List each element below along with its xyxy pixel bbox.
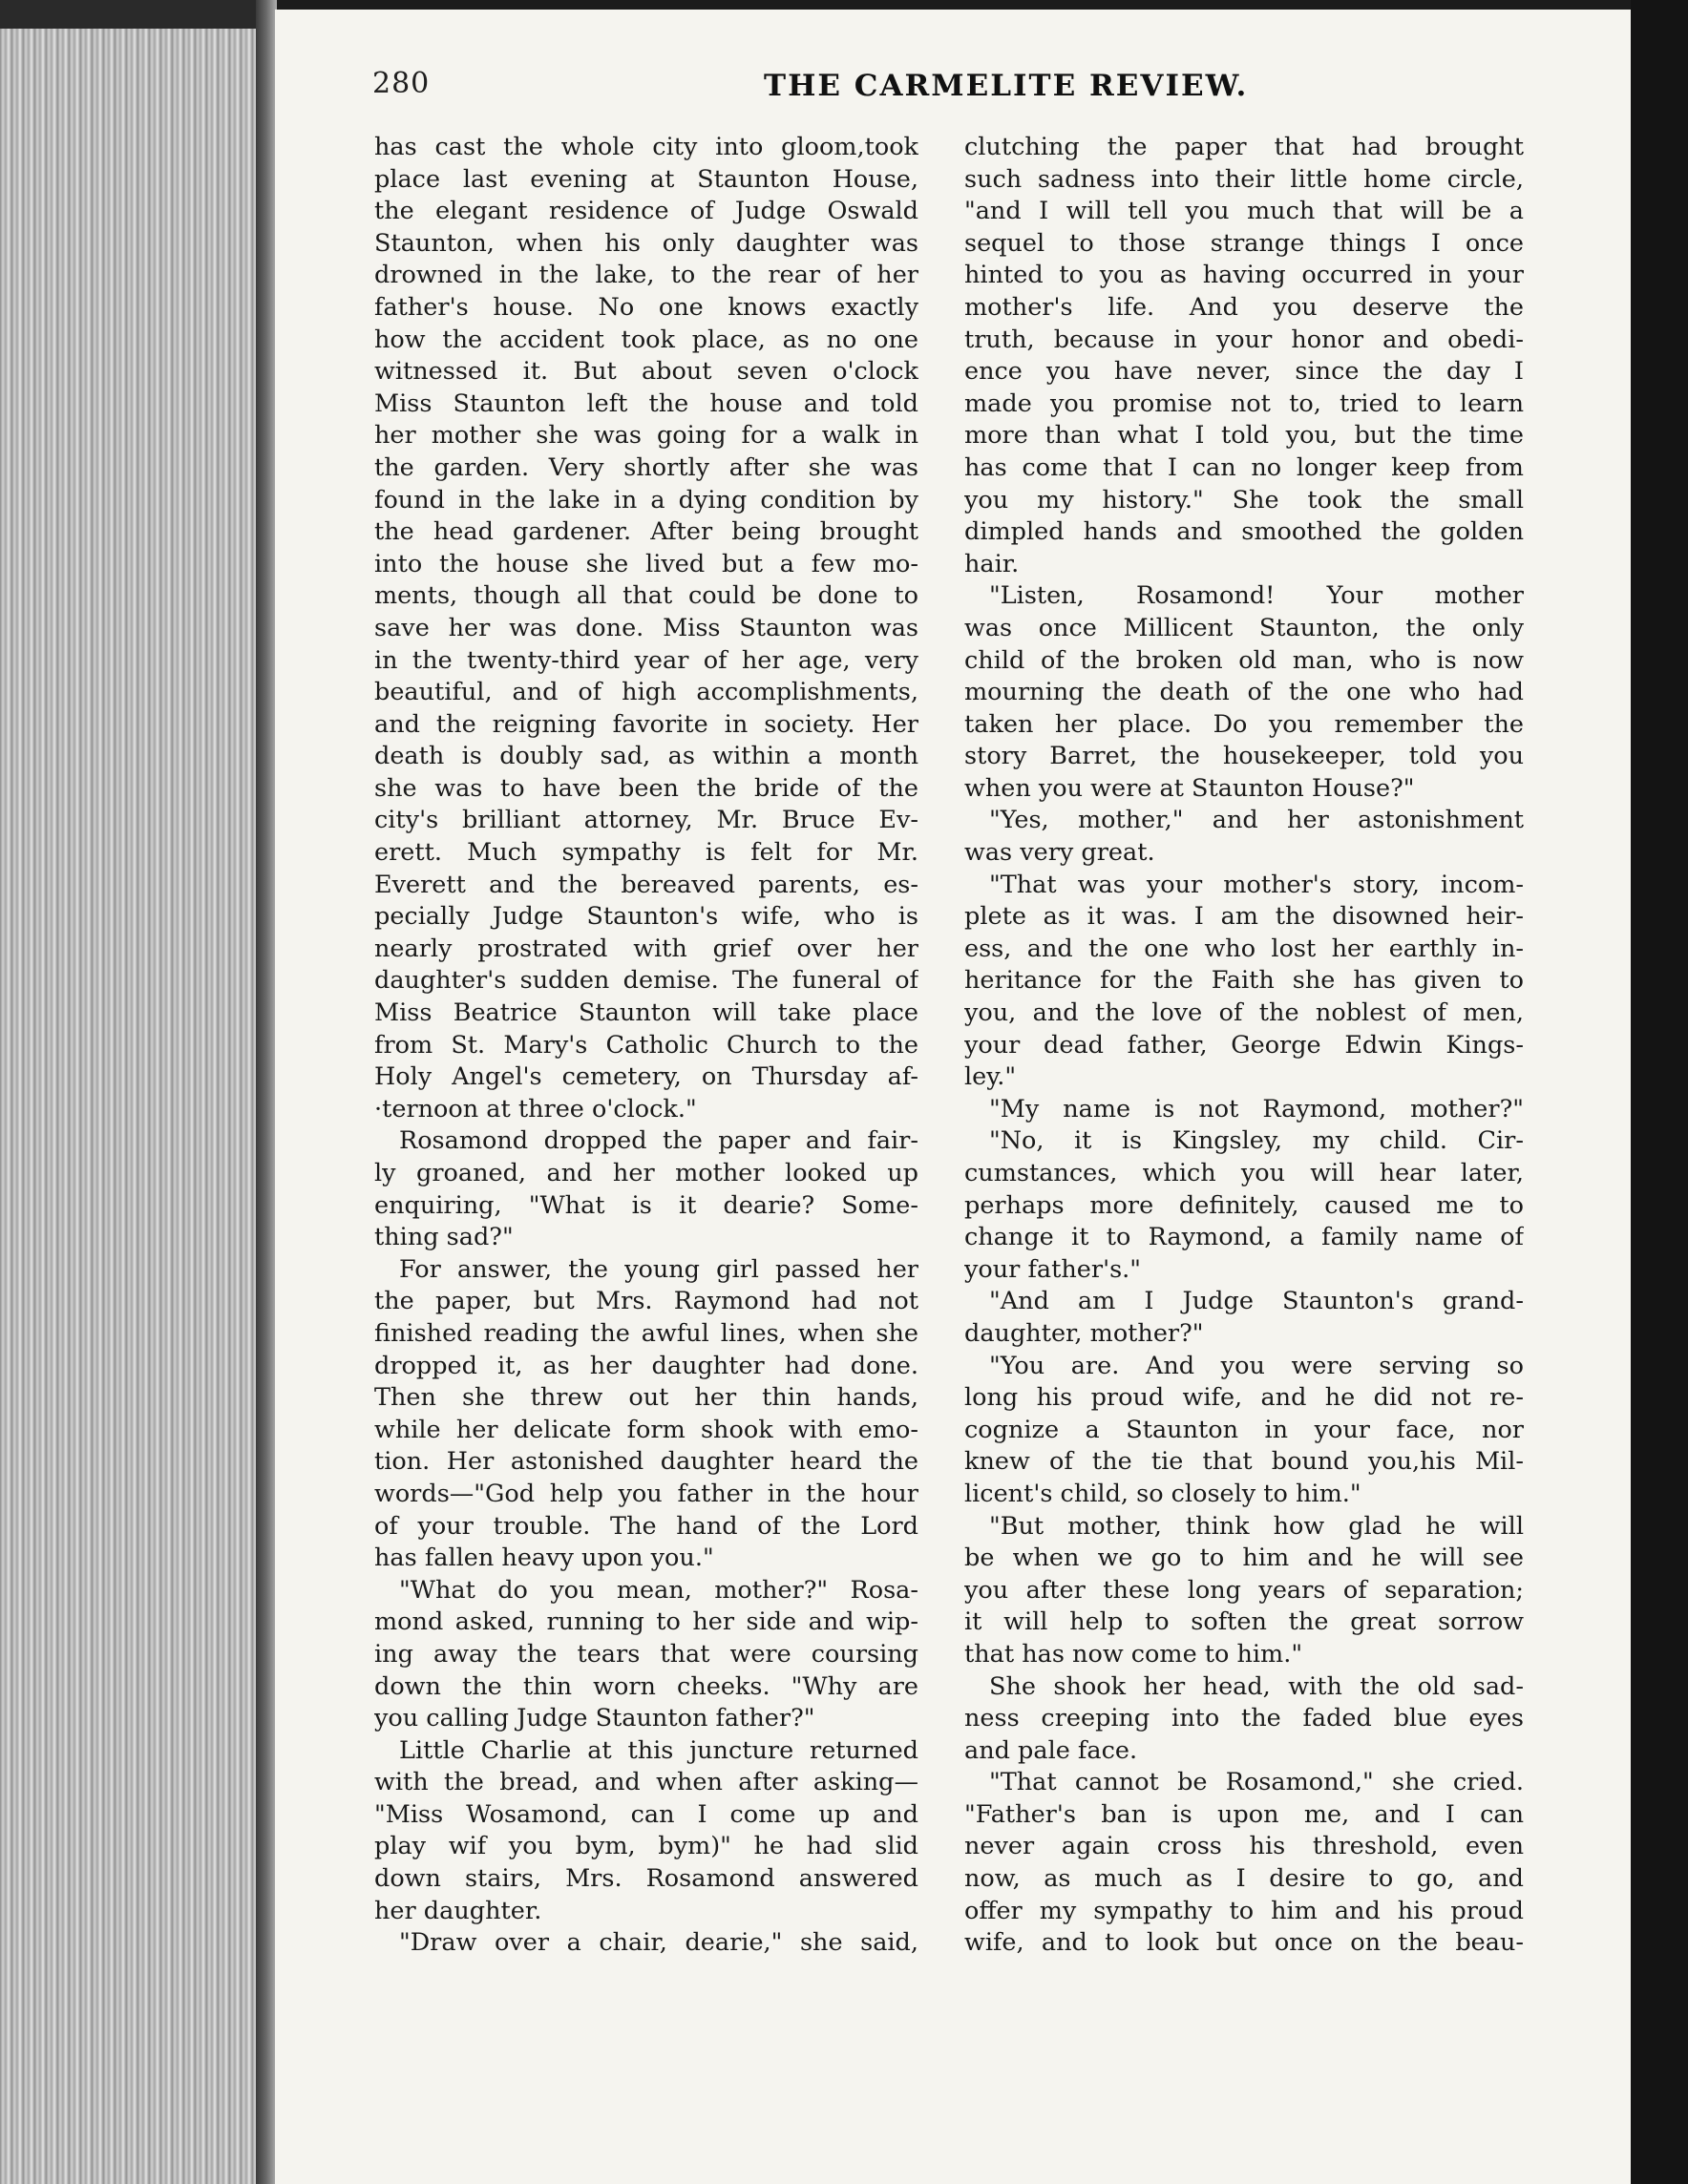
text-line: Staunton, when his only daughter was — [374, 228, 918, 258]
text-line: down the thin worn cheeks. "Why are — [374, 1671, 918, 1701]
text-line: ly groaned, and her mother looked up — [374, 1159, 918, 1187]
text-line: child of the broken old man, who is now — [964, 645, 1524, 675]
text-line: story Barret, the housekeeper, told you — [964, 742, 1524, 771]
text-line: ness creeping into the faded blue eyes — [964, 1704, 1524, 1733]
facing-page-edge — [1631, 0, 1688, 2184]
book-page-edges — [0, 0, 272, 2184]
text-line: enquiring, "What is it dearie? Some- — [374, 1190, 918, 1220]
text-line: beautiful, and of high accomplishments, — [374, 678, 918, 707]
text-line: cumstances, which you will hear later, — [964, 1159, 1524, 1187]
text-line: "That cannot be Rosamond," she cried. — [989, 1768, 1524, 1797]
text-line: you, and the love of the noblest of men, — [964, 998, 1524, 1028]
text-line: nearly prostrated with grief over her — [374, 934, 918, 963]
text-line: "But mother, think how glad he will — [989, 1511, 1524, 1541]
text-line: never again cross his threshold, even — [964, 1832, 1524, 1861]
text-line: ley." — [964, 1062, 1017, 1092]
text-column-right — [964, 132, 1524, 1960]
text-line: and pale face. — [964, 1735, 1138, 1765]
text-line: licent's child, so closely to him." — [964, 1479, 1361, 1508]
text-line: wife, and to look but once on the beau- — [964, 1928, 1524, 1958]
text-line: drowned in the lake, to the rear of her — [374, 261, 918, 290]
text-line: hair. — [964, 549, 1020, 578]
text-line: "Yes, mother," and her astonishment — [989, 806, 1524, 835]
text-line: mourning the death of the one who had — [964, 678, 1524, 707]
text-line: you after these long years of separation; — [964, 1575, 1524, 1605]
text-line: how the accident took place, as no one — [374, 325, 918, 354]
text-line: cognize a Staunton in your face, nor — [964, 1415, 1524, 1444]
text-line: offer my sympathy to him and his proud — [964, 1896, 1524, 1925]
text-line: "My name is not Raymond, mother?" — [989, 1094, 1524, 1124]
text-line: daughter, mother?" — [964, 1318, 1204, 1348]
text-line: tion. Her astonished daughter heard the — [374, 1447, 918, 1477]
text-line: heritance for the Faith she has given to — [964, 966, 1524, 996]
text-line: her daughter. — [374, 1896, 542, 1925]
text-line: "Father's ban is upon me, and I can — [964, 1799, 1524, 1829]
text-line: "No, it is Kingsley, my child. Cir- — [989, 1126, 1524, 1156]
text-line: "And am I Judge Staunton's grand- — [989, 1287, 1524, 1316]
text-line: "Listen, Rosamond! Your mother — [989, 581, 1524, 611]
text-line: ing away the tears that were coursing — [374, 1639, 918, 1669]
text-line: "That was your mother's story, incom- — [989, 870, 1524, 899]
text-line: daughter's sudden demise. The funeral of — [374, 966, 918, 996]
text-line: death is doubly sad, as within a month — [374, 742, 918, 771]
page-number: 280 — [372, 67, 431, 100]
text-line: Little Charlie at this juncture returned — [399, 1735, 918, 1765]
text-line: down stairs, Mrs. Rosamond answered — [374, 1864, 918, 1894]
text-line: your dead father, George Edwin Kings- — [964, 1030, 1524, 1060]
text-line: For answer, the young girl passed her — [399, 1254, 918, 1284]
text-line: clutching the paper that had brought — [964, 133, 1524, 161]
text-line: sequel to those strange things I once — [964, 228, 1524, 258]
text-line: the paper, but Mrs. Raymond had not — [374, 1287, 918, 1316]
text-line: mother's life. And you deserve the — [964, 292, 1524, 322]
text-line: in the twenty-third year of her age, very — [374, 645, 918, 675]
text-line: taken her place. Do you remember the — [964, 709, 1524, 739]
text-line: the head gardener. After being brought — [374, 517, 918, 547]
text-line: save her was done. Miss Staunton was — [374, 613, 918, 642]
text-line: finished reading the awful lines, when she — [374, 1318, 918, 1348]
text-line: the garden. Very shortly after she was — [374, 452, 918, 482]
text-line: she was to have been the bride of the — [374, 773, 918, 803]
text-line: such sadness into their little home circle, — [964, 164, 1524, 194]
text-line: "What do you mean, mother?" Rosa- — [399, 1575, 918, 1605]
text-line: words—"God help you father in the hour — [374, 1479, 918, 1508]
text-line: Miss Beatrice Staunton will take place — [374, 998, 918, 1028]
text-line: that has now come to him." — [964, 1639, 1303, 1669]
text-line: her mother she was going for a walk in — [374, 421, 918, 451]
text-line: place last evening at Staunton House, — [374, 164, 918, 194]
text-line: of your trouble. The hand of the Lord — [374, 1511, 918, 1541]
text-line: father's house. No one knows exactly — [374, 292, 918, 322]
text-line: ence you have never, since the day I — [964, 357, 1524, 387]
text-line: Everett and the bereaved parents, es- — [374, 870, 918, 899]
text-line: was once Millicent Staunton, the only — [964, 613, 1524, 642]
text-line: it will help to soften the great sorrow — [964, 1607, 1524, 1637]
text-line: city's brilliant attorney, Mr. Bruce Ev- — [374, 806, 918, 835]
text-line: when you were at Staunton House?" — [964, 773, 1415, 803]
text-line: thing sad?" — [374, 1223, 514, 1252]
book-top-shadow — [0, 0, 272, 29]
text-line: ·ternoon at three o'clock." — [374, 1094, 697, 1124]
text-line: perhaps more definitely, caused me to — [964, 1190, 1524, 1220]
text-line: the elegant residence of Judge Oswald — [374, 197, 918, 226]
text-line: erett. Much sympathy is felt for Mr. — [374, 838, 918, 868]
text-line: with the bread, and when after asking— — [374, 1768, 918, 1797]
text-line: now, as much as I desire to go, and — [964, 1864, 1524, 1894]
text-line: was very great. — [964, 838, 1155, 868]
text-line: dimpled hands and smoothed the golden — [964, 517, 1524, 547]
text-line: from St. Mary's Catholic Church to the — [374, 1030, 918, 1060]
text-line: "Miss Wosamond, can I come up and — [374, 1799, 918, 1829]
text-line: made you promise not to, tried to learn — [964, 388, 1524, 418]
text-line: your father's." — [964, 1254, 1141, 1284]
text-line: more than what I told you, but the time — [964, 421, 1524, 451]
text-line: witnessed it. But about seven o'clock — [374, 357, 918, 387]
text-line: you my history." She took the small — [964, 485, 1524, 514]
text-line: long his proud wife, and he did not re- — [964, 1383, 1524, 1413]
running-head: THE CARMELITE REVIEW. — [764, 69, 1249, 103]
text-line: play wif you bym, bym)" he had slid — [374, 1832, 918, 1861]
text-line: "Draw over a chair, dearie," she said, — [399, 1928, 918, 1958]
text-line: pecially Judge Staunton's wife, who is — [374, 902, 918, 932]
text-line: be when we go to him and he will see — [964, 1544, 1524, 1573]
text-line: hinted to you as having occurred in your — [964, 261, 1524, 290]
text-line: into the house she lived but a few mo- — [374, 549, 918, 578]
text-line: mond asked, running to her side and wip- — [374, 1607, 918, 1637]
text-line: Rosamond dropped the paper and fair- — [399, 1126, 918, 1156]
text-line: Holy Angel's cemetery, on Thursday af- — [374, 1062, 918, 1092]
text-line: ments, though all that could be done to — [374, 581, 918, 611]
text-line: you calling Judge Staunton father?" — [374, 1704, 815, 1733]
text-line: change it to Raymond, a family name of — [964, 1223, 1524, 1252]
text-line: plete as it was. I am the disowned heir- — [964, 902, 1524, 932]
text-line: found in the lake in a dying condition by — [374, 485, 918, 514]
text-line: truth, because in your honor and obedi- — [964, 325, 1524, 354]
text-line: has come that I can no longer keep from — [964, 452, 1524, 482]
text-line: Then she threw out her thin hands, — [374, 1383, 918, 1413]
text-line: while her delicate form shook with emo- — [374, 1415, 918, 1444]
text-line: ess, and the one who lost her earthly in- — [964, 934, 1524, 963]
text-line: knew of the tie that bound you,his Mil- — [964, 1447, 1524, 1477]
text-line: has cast the whole city into gloom,took — [374, 133, 918, 161]
text-line: She shook her head, with the old sad- — [989, 1671, 1524, 1701]
text-line: dropped it, as her daughter had done. — [374, 1351, 918, 1380]
text-line: "You are. And you were serving so — [989, 1351, 1524, 1380]
text-line: and the reigning favorite in society. Her — [374, 709, 918, 739]
text-column-left — [374, 132, 918, 1960]
text-line: Miss Staunton left the house and told — [374, 388, 918, 418]
text-line: "and I will tell you much that will be a — [964, 197, 1524, 226]
text-line: has fallen heavy upon you." — [374, 1544, 714, 1573]
book-gutter — [256, 0, 277, 2184]
